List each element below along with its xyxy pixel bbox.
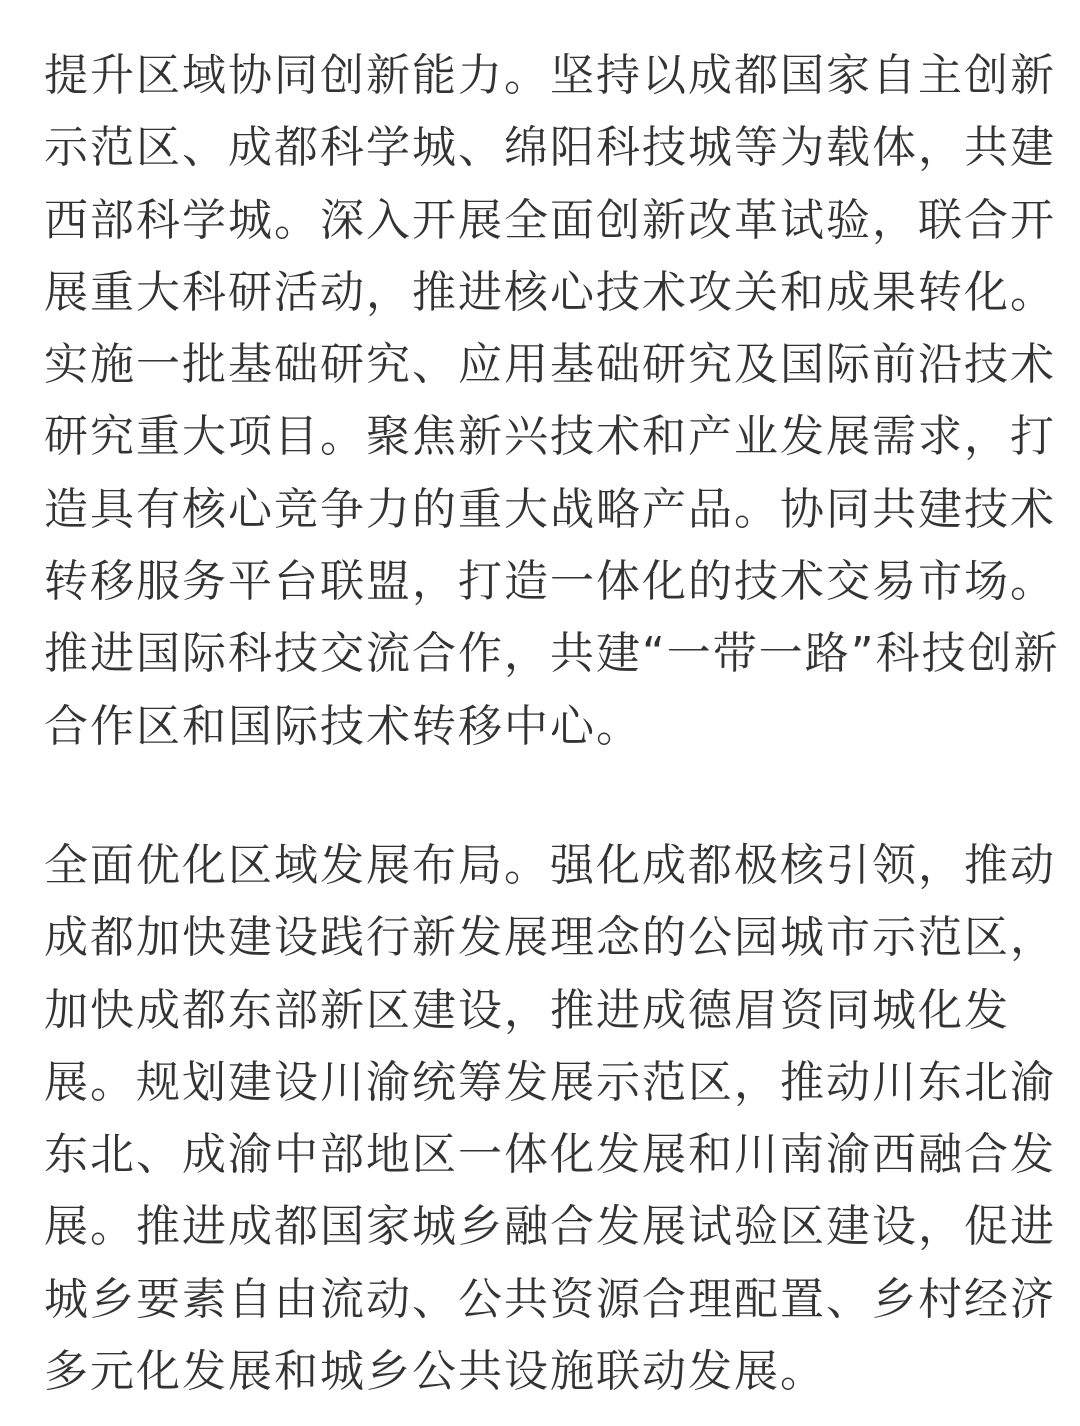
text-line: 全面优化区域发展布局。强化成都极核引领，推动 (44, 839, 1056, 891)
text-line: 西部科学城。深入开展全面创新改革试验，联合开 (44, 194, 1056, 246)
text-line: 加快成都东部新区建设，推进成德眉资同城化发 (44, 984, 1010, 1036)
text-line: 提升区域协同创新能力。坚持以成都国家自主创新 (44, 50, 1056, 101)
text-line: 转移服务平台联盟，打造一体化的技术交易市场。 (44, 556, 1056, 608)
text-line: 造具有核心竞争力的重大战略产品。协同共建技术 (44, 483, 1056, 535)
text-line: 东北、成渝中部地区一体化发展和川南渝西融合发 (44, 1129, 1056, 1181)
paragraph-regional-layout (44, 830, 1054, 1408)
text-line: 城乡要素自由流动、公共资源合理配置、乡村经济 (44, 1273, 1056, 1325)
text-line: 示范区、成都科学城、绵阳科技城等为载体，共建 (44, 122, 1056, 174)
text-line: 展重大科研活动，推进核心技术攻关和成果转化。 (44, 266, 1056, 318)
article-body (44, 40, 1060, 1408)
text-line: 展。推进成都国家城乡融合发展试验区建设，促进 (44, 1201, 1056, 1253)
text-line: 推进国际科技交流合作，共建“一带一路”科技创新 (44, 628, 1060, 680)
text-line: 展。规划建设川渝统筹发展示范区，推动川东北渝 (44, 1056, 1056, 1108)
text-line: 实施一批基础研究、应用基础研究及国际前沿技术 (44, 339, 1056, 391)
text-line: 研究重大项目。聚焦新兴技术和产业发展需求，打 (44, 411, 1056, 463)
text-line: 成都加快建设践行新发展理念的公园城市示范区， (44, 912, 1056, 964)
paragraph-regional-innovation (44, 40, 1060, 763)
text-line: 多元化发展和城乡公共设施联动发展。 (44, 1346, 826, 1398)
text-line: 合作区和国际技术转移中心。 (44, 700, 642, 752)
